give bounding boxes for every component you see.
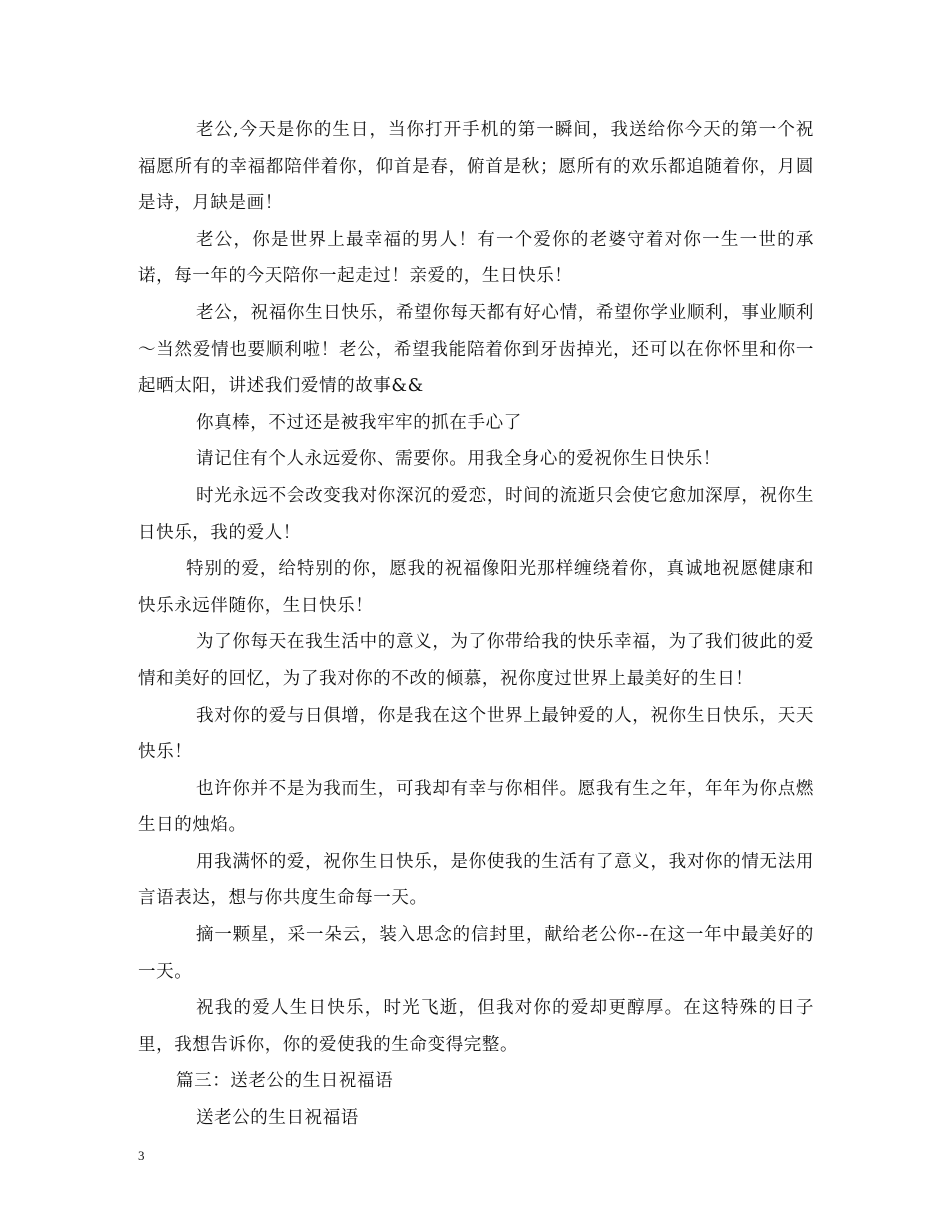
paragraph: 老公，祝福你生日快乐，希望你每天都有好心情，希望你学业顺利，事业顺利～当然爱情也要顺利啦！老公，希望我能陪着你到牙齿掉光，还可以在你怀里和你一起晒太阳，讲述我们爱情的故事&& bbox=[138, 302, 814, 397]
paragraph: 老公，你是世界上最幸福的男人！有一个爱你的老婆守着对你一生一世的承诺，每一年的今天陪你一起走过！亲爱的，生日快乐！ bbox=[138, 229, 814, 287]
page-number: 3 bbox=[138, 1148, 145, 1163]
paragraph: 用我满怀的爱，祝你生日快乐，是你使我的生活有了意义，我对你的情无法用言语表达，想与你共度生命每一天。 bbox=[138, 851, 814, 909]
paragraph: 摘一颗星，采一朵云，装入思念的信封里，献给老公你--在这一年中最美好的一天。 bbox=[138, 925, 814, 982]
paragraph: 也许你并不是为我而生，可我却有幸与你相伴。愿我有生之年，年年为你点燃生日的烛焰。 bbox=[138, 778, 814, 836]
paragraph: 时光永远不会改变我对你深沉的爱恋，时间的流逝只会使它愈加深厚，祝你生日快乐，我的爱人！ bbox=[138, 485, 814, 543]
paragraph: 特别的爱，给特别的你，愿我的祝福像阳光那样缠绕着你，真诚地祝愿健康和快乐永远伴随你，生日快乐！ bbox=[138, 559, 814, 616]
paragraph: 我对你的爱与日俱增，你是我在这个世界上最钟爱的人，祝你生日快乐，天天快乐！ bbox=[138, 705, 814, 763]
paragraph: 请记住有个人永远爱你、需要你。用我全身心的爱祝你生日快乐！ bbox=[196, 449, 721, 470]
paragraph: 祝我的爱人生日快乐，时光飞逝，但我对你的爱却更醇厚。在这特殊的日子里，我想告诉你，你的爱使我的生命变得完整。 bbox=[138, 998, 814, 1055]
paragraph: 为了你每天在我生活中的意义，为了你带给我的快乐幸福，为了我们彼此的爱情和美好的回忆，为了我对你的不改的倾慕，祝你度过世界上最美好的生日！ bbox=[138, 632, 814, 689]
paragraph: 你真棒，不过还是被我牢牢的抓在手心了 bbox=[196, 412, 522, 433]
document-body bbox=[138, 112, 814, 1137]
paragraph: 老公,今天是你的生日，当你打开手机的第一瞬间，我送给你今天的第一个祝福愿所有的幸福都陪伴着你，仰首是春，俯首是秋；愿所有的欢乐都追随着你，月圆是诗，月缺是画！ bbox=[138, 120, 814, 214]
section-heading: 篇三：送老公的生日祝福语 bbox=[176, 1071, 394, 1092]
section-title: 送老公的生日祝福语 bbox=[196, 1108, 359, 1129]
